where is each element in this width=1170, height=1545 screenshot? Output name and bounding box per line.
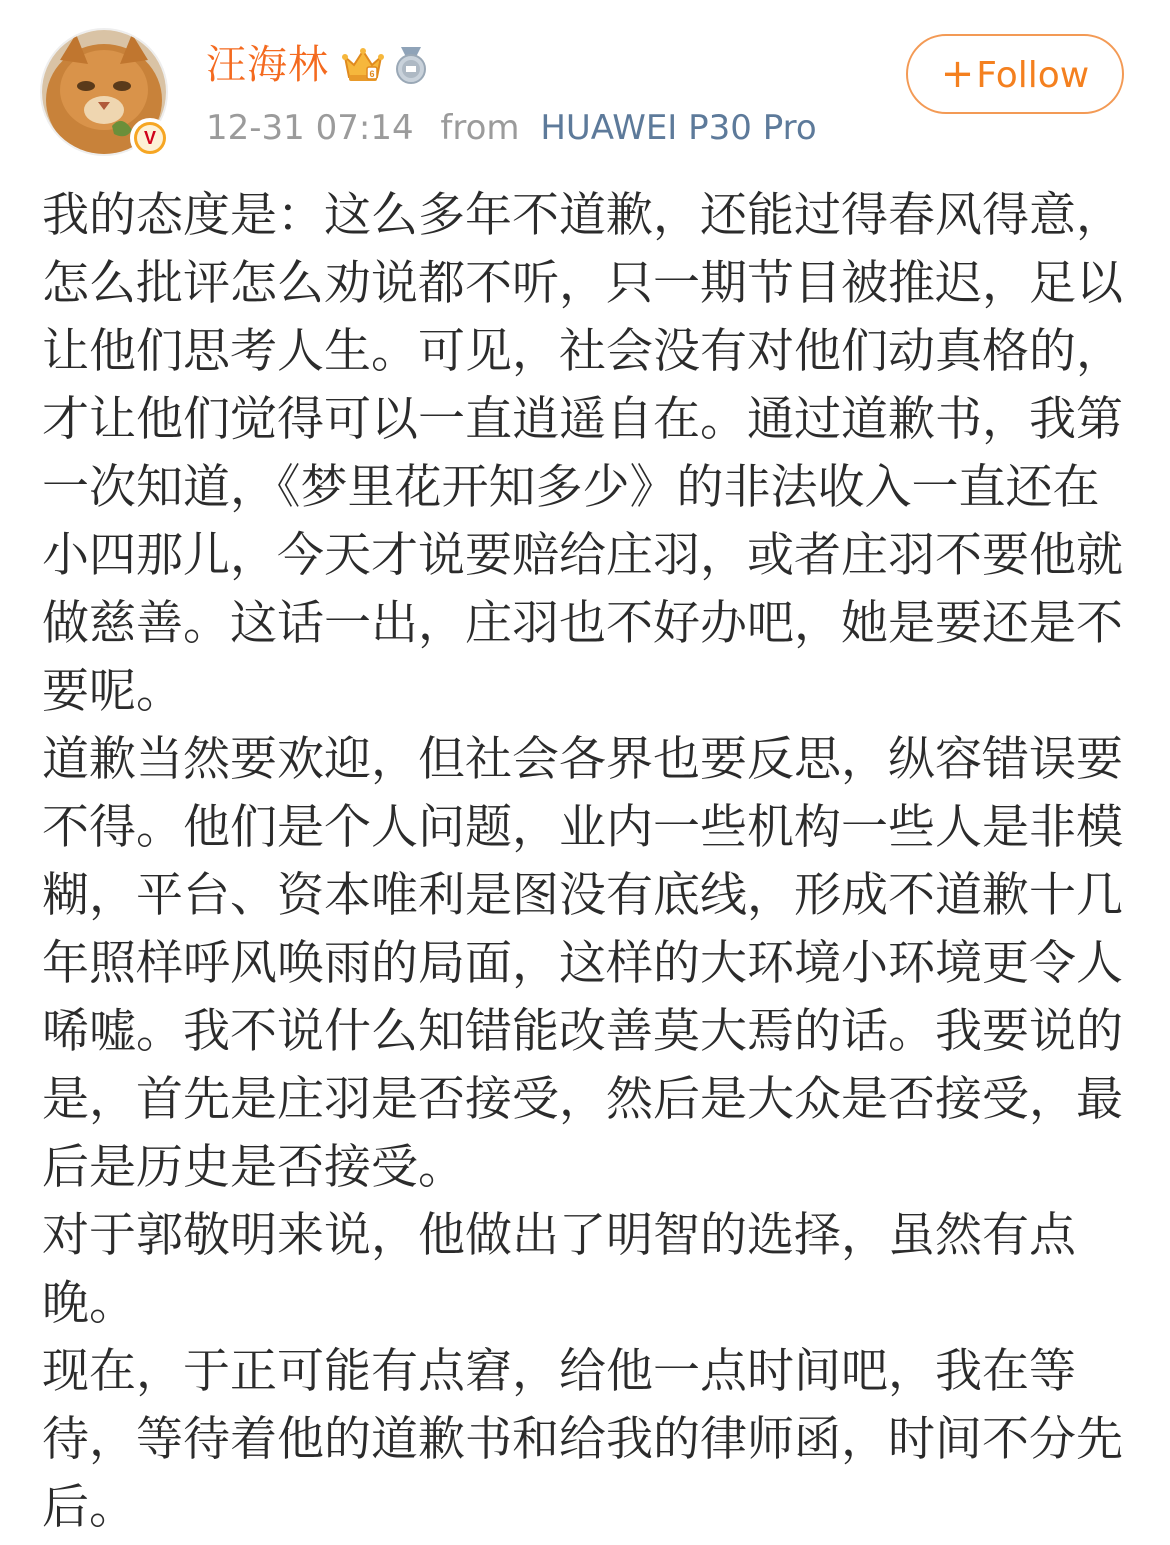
post-paragraph: 我的态度是：这么多年不道歉，还能过得春风得意，怎么批评怎么劝说都不听，只一期节目被推迟，足以让他们思考人生。可见，社会没有对他们动真格的，才让他们觉得可以一直逍遥自在。通过道歉书，我第一次知道，《梦里花开知多少》的非法收入一直还在小四那儿，今天才说要赔给庄羽，或者庄羽不要他就做慈善。这话一出，庄羽也不好办吧，她是要还是不要呢。	[42, 188, 1123, 719]
post-body	[42, 182, 1128, 1542]
follow-button[interactable]	[906, 34, 1124, 114]
name-row	[206, 40, 429, 90]
crown-level-badge-icon[interactable]	[341, 45, 385, 85]
post-device[interactable]: HUAWEI P30 Pro	[540, 108, 817, 148]
verified-badge	[130, 118, 170, 158]
post-header	[0, 0, 1170, 180]
post-paragraph: 对于郭敬明来说，他做出了明智的选择，虽然有点晚。	[42, 1208, 1076, 1331]
from-label: from	[440, 108, 520, 148]
post-timestamp: 12-31 07:14	[206, 108, 414, 148]
medal-badge-icon[interactable]	[393, 45, 429, 85]
post-paragraph: 道歉当然要欢迎，但社会各界也要反思，纵容错误要不得。他们是个人问题，业内一些机构一些人是非模糊，平台、资本唯利是图没有底线，形成不道歉十几年照样呼风唤雨的局面，这样的大环境小环境更令人唏嘘。我不说什么知错能改善莫大焉的话。我要说的是，首先是庄羽是否接受，然后是大众是否接受，最后是历史是否接受。	[42, 732, 1123, 1195]
post-paragraph: 现在，于正可能有点窘，给他一点时间吧，我在等待，等待着他的道歉书和给我的律师函，时间不分先后。	[42, 1344, 1123, 1535]
post-meta	[206, 108, 817, 148]
username[interactable]: 汪海林	[206, 42, 329, 88]
follow-button-label: Follow	[976, 55, 1090, 96]
verified-badge-label: V	[137, 125, 163, 151]
svg-text:6: 6	[369, 69, 375, 79]
plus-icon: +	[940, 51, 975, 97]
avatar[interactable]	[40, 28, 168, 156]
